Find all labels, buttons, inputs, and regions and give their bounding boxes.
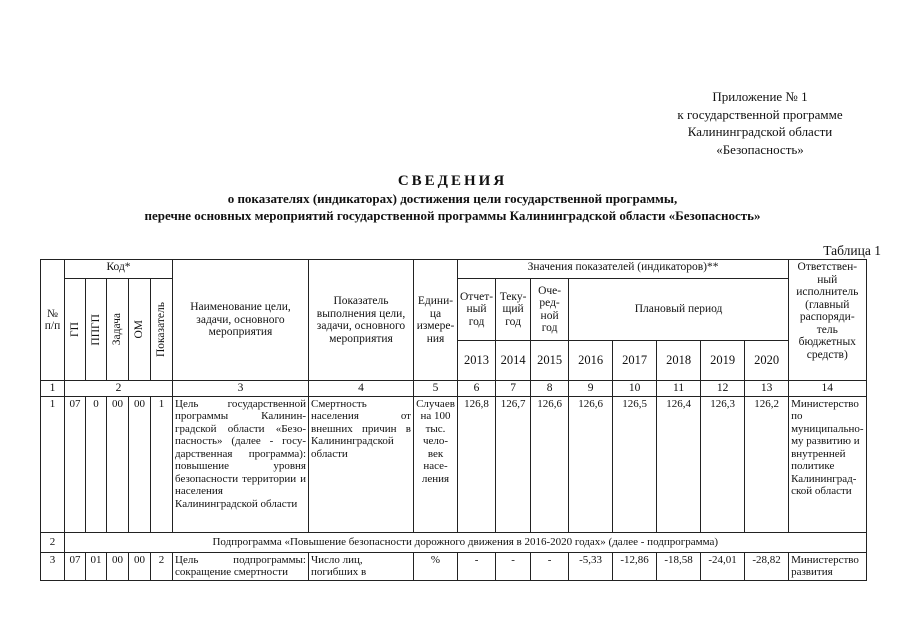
header-report-year: Отчет-ный год: [458, 279, 496, 341]
title-heading: СВЕДЕНИЯ: [397, 173, 508, 189]
row-code: 07: [65, 552, 86, 580]
row-value: -: [531, 552, 569, 580]
column-number: 12: [701, 381, 745, 397]
row-code: 07: [65, 396, 86, 532]
row-name: Цель государственной программы Калинин-градской области «Безо-пасность» (далее - госу-дарственная программа): повышение уровня безопасности территории и населения Калининградской области: [173, 396, 309, 532]
table-row: [41, 396, 867, 532]
header-next-year: Оче-ред-ной год: [531, 279, 569, 341]
row-num: 3: [41, 552, 65, 580]
row-value: 126,6: [569, 396, 613, 532]
header-responsible: Ответствен-ный исполнитель (главный распоряди-тель бюджетных средств): [789, 260, 866, 381]
row-value: -5,33: [569, 552, 613, 580]
header-values: Значения показателей (индикаторов)**: [458, 260, 789, 279]
header-year: 2013: [458, 341, 496, 381]
appendix-line: к государственной программе: [677, 106, 843, 122]
row-indicator: Смертность населения от внешних причин в Калининградской области: [309, 396, 414, 532]
header-unit: Едини-ца измере-ния: [414, 260, 458, 381]
header-code: Код*: [65, 260, 173, 279]
header-year: 2020: [745, 341, 789, 381]
row-unit: Случаев на 100 тыс. чело-век насе-ления: [414, 396, 458, 532]
subprogram-title: Подпрограмма «Повышение безопасности дорожного движения в 2016-2020 годах» (далее - подпрограмма): [65, 532, 867, 552]
row-code: 00: [129, 396, 151, 532]
row-code: 2: [151, 552, 173, 580]
appendix-line: «Безопасность»: [716, 141, 804, 157]
row-code: 00: [107, 396, 129, 532]
header-code-om: ОМ: [129, 279, 151, 381]
row-value: -24,01: [701, 552, 745, 580]
header-year: 2016: [569, 341, 613, 381]
column-number: 11: [657, 381, 701, 397]
row-num: 2: [41, 532, 65, 552]
column-number: 5: [414, 381, 458, 397]
column-number: 13: [745, 381, 789, 397]
column-number: 10: [613, 381, 657, 397]
row-code: 01: [86, 552, 107, 580]
column-number: 3: [173, 381, 309, 397]
header-code-task: Задача: [107, 279, 129, 381]
document-title: [0, 172, 905, 224]
header-year: 2017: [613, 341, 657, 381]
row-value: -12,86: [613, 552, 657, 580]
title-line: о показателях (индикаторах) достижения цели государственной программы,: [227, 191, 678, 206]
appendix-line: Приложение № 1: [712, 89, 808, 104]
column-number: 9: [569, 381, 613, 397]
row-responsible: Министерство развития: [789, 552, 866, 580]
row-unit: %: [414, 552, 458, 580]
row-value: 126,4: [657, 396, 701, 532]
row-num: 1: [41, 396, 65, 532]
column-number: 7: [496, 381, 531, 397]
header-indicator: Показатель выполнения цели, задачи, основного мероприятия: [309, 260, 414, 381]
column-number: 4: [309, 381, 414, 397]
column-number: 2: [65, 381, 173, 397]
row-value: 126,8: [458, 396, 496, 532]
column-number: 6: [458, 381, 496, 397]
header-current-year: Теку-щий год: [496, 279, 531, 341]
row-value: 126,6: [531, 396, 569, 532]
header-num: № п/п: [41, 260, 65, 381]
appendix-block: [640, 88, 880, 158]
row-value: -18,58: [657, 552, 701, 580]
subprogram-row: [41, 532, 867, 552]
column-number: 14: [789, 381, 866, 397]
title-line: перечне основных мероприятий государственной программы Калининградской области «Безопасность»: [144, 208, 761, 223]
row-name: Цель подпрограммы: сокращение смертности: [173, 552, 309, 580]
row-indicator: Число лиц, погибших в: [309, 552, 414, 580]
header-code-ppgp: ППГП: [86, 279, 107, 381]
row-value: 126,7: [496, 396, 531, 532]
row-code: 00: [107, 552, 129, 580]
row-value: -: [458, 552, 496, 580]
header-year: 2019: [701, 341, 745, 381]
row-value: 126,2: [745, 396, 789, 532]
row-code: 00: [129, 552, 151, 580]
column-number: 1: [41, 381, 65, 397]
header-year: 2015: [531, 341, 569, 381]
row-value: -28,82: [745, 552, 789, 580]
header-name: Наименование цели, задачи, основного мероприятия: [173, 260, 309, 381]
row-value: 126,3: [701, 396, 745, 532]
header-year: 2018: [657, 341, 701, 381]
column-number: 8: [531, 381, 569, 397]
indicators-table: [40, 259, 867, 581]
table-row: [41, 552, 867, 580]
row-responsible: Министерство по муниципально-му развитию и внутренней политике Калининград-ской области: [789, 396, 866, 532]
header-code-gp: ГП: [65, 279, 86, 381]
appendix-line: Калининградской области: [687, 124, 833, 139]
header-code-indicator: Показатель: [151, 279, 173, 381]
row-value: -: [496, 552, 531, 580]
header-year: 2014: [496, 341, 531, 381]
row-code: 1: [151, 396, 173, 532]
row-code: 0: [86, 396, 107, 532]
header-plan-period: Плановый период: [569, 279, 789, 341]
row-value: 126,5: [613, 396, 657, 532]
table-label: Таблица 1: [823, 243, 881, 258]
